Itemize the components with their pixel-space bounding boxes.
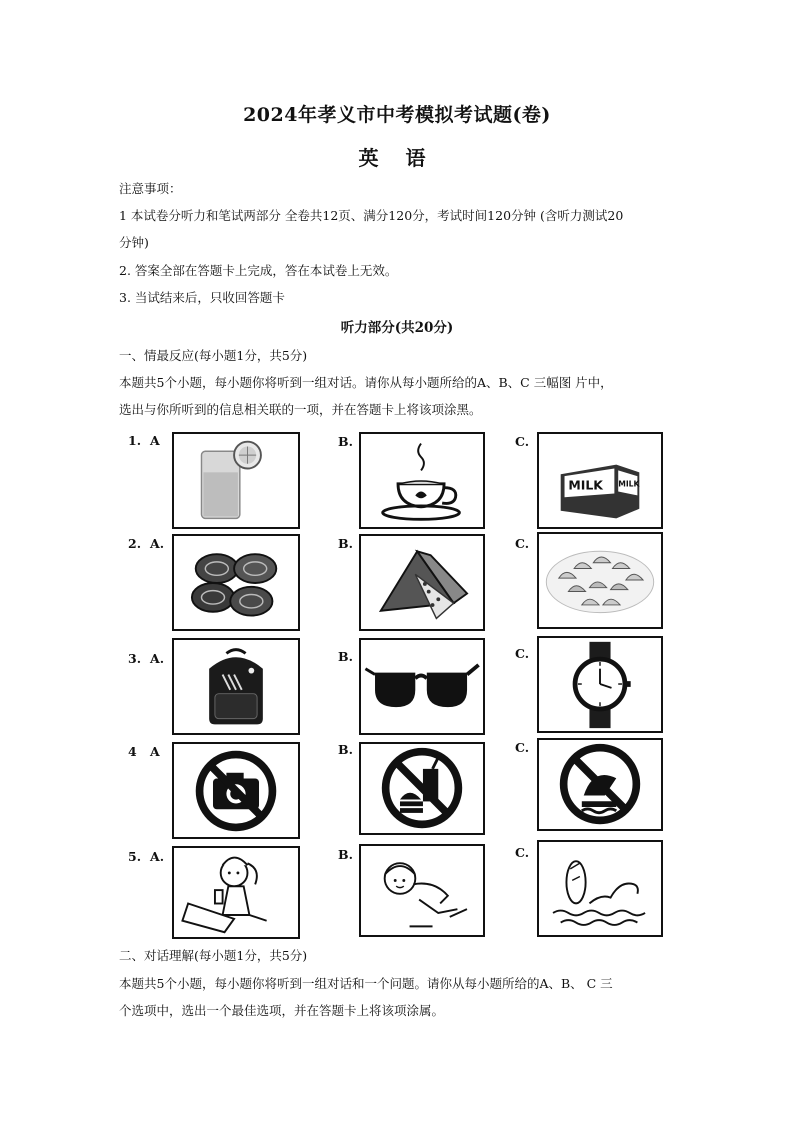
question-2-option-c-label: C.: [515, 536, 530, 551]
question-4-option-b-image[interactable]: [359, 742, 485, 835]
question-5-option-c-image[interactable]: [537, 840, 663, 937]
no-photography-sign-icon: [174, 744, 298, 837]
sunglasses-icon: [361, 640, 483, 733]
question-3-option-c-image[interactable]: [537, 636, 663, 733]
question-3-number: 3.: [128, 651, 142, 666]
question-5-option-b-image[interactable]: [359, 844, 485, 937]
question-4-option-a-label: A: [150, 744, 160, 759]
exam-title: 2024年孝义市中考模拟考试题(卷): [243, 104, 551, 126]
question-1-option-a-image[interactable]: [172, 432, 300, 529]
boy-skating-icon: [361, 846, 483, 935]
question-1-option-b-image[interactable]: [359, 432, 485, 529]
question-5-number: 5.: [128, 849, 142, 864]
part1-heading: 一、情最反应(每小题1分，共5分): [119, 348, 308, 363]
milk-carton-icon: [539, 434, 661, 527]
question-2-option-a-image[interactable]: [172, 534, 300, 631]
question-2-option-b-image[interactable]: [359, 534, 485, 631]
question-3-option-c-label: C.: [515, 646, 530, 661]
question-2-option-a-label: A.: [150, 536, 165, 551]
question-3-option-a-label: A.: [150, 651, 165, 666]
part2-heading: 二、对话理解(每小题1分，共5分): [119, 948, 308, 963]
subject-title: 英 语: [358, 146, 436, 170]
mooncakes-icon: [174, 536, 298, 629]
question-1-number: 1.: [128, 433, 142, 448]
dumplings-icon: [539, 534, 661, 627]
question-5-option-c-label: C.: [515, 845, 530, 860]
no-swimming-sign-icon: [539, 740, 661, 829]
question-3-option-b-label: B.: [338, 649, 353, 664]
swimmer-icon: [539, 842, 661, 935]
orange-juice-icon: [174, 434, 298, 527]
question-2-number: 2.: [128, 536, 142, 551]
part1-instruction: 本题共5个小题，每小题你将听到一组对话。请你从每小题所给的A、B、C 三幅图 片中，: [119, 375, 613, 390]
question-4-option-b-label: B.: [338, 742, 353, 757]
notice-item-1-cont: 分钟): [119, 235, 149, 250]
part2-instruction-cont: 个选项中，选出一个最佳选项，并在答题卡上将该项涂属。: [119, 1003, 445, 1018]
question-5-option-a-label: A.: [150, 849, 165, 864]
notice-heading: 注意事项：: [119, 181, 182, 196]
question-1-option-c-label: C.: [515, 434, 530, 449]
milk-label-front: MILK: [568, 477, 603, 493]
question-4-option-c-label: C.: [515, 740, 530, 755]
girl-drinking-icon: [174, 848, 298, 937]
question-1-option-b-label: B.: [338, 434, 353, 449]
question-3-option-a-image[interactable]: [172, 638, 300, 735]
notice-item-3: 3. 当试结来后，只收回答题卡: [119, 290, 285, 305]
question-5-option-b-label: B.: [338, 847, 353, 862]
notice-item-2: 2. 答案全部在答题卡上完成，答在本试卷上无效。: [119, 263, 398, 278]
tea-cup-icon: [361, 434, 483, 527]
no-food-drink-sign-icon: [361, 744, 483, 833]
question-3-option-b-image[interactable]: [359, 638, 485, 735]
question-4-option-a-image[interactable]: [172, 742, 300, 839]
question-4-number: 4: [128, 744, 137, 759]
watch-icon: [539, 638, 661, 731]
part1-instruction-cont: 选出与你所听到的信息相关联的一项，并在答题卡上将该项涂黑。: [119, 402, 482, 417]
question-2-option-c-image[interactable]: [537, 532, 663, 629]
part2-instruction: 本题共5个小题，每小题你将听到一组对话和一个问题。请你从每小题所给的A、B、 C 三: [119, 976, 613, 991]
question-1-option-a-label: A: [150, 433, 160, 448]
question-1-option-c-image[interactable]: [537, 432, 663, 529]
milk-label-side: MILK: [618, 479, 640, 489]
question-2-option-b-label: B.: [338, 536, 353, 551]
zongzi-icon: [361, 536, 483, 629]
question-5-option-a-image[interactable]: [172, 846, 300, 939]
listening-section-title: 听力部分(共20分): [340, 320, 454, 336]
backpack-icon: [174, 640, 298, 733]
notice-item-1: 1 本试卷分听力和笔试两部分 全卷共12页、满分120分，考试时间120分钟 (含听力测试20: [119, 208, 624, 223]
question-4-option-c-image[interactable]: [537, 738, 663, 831]
